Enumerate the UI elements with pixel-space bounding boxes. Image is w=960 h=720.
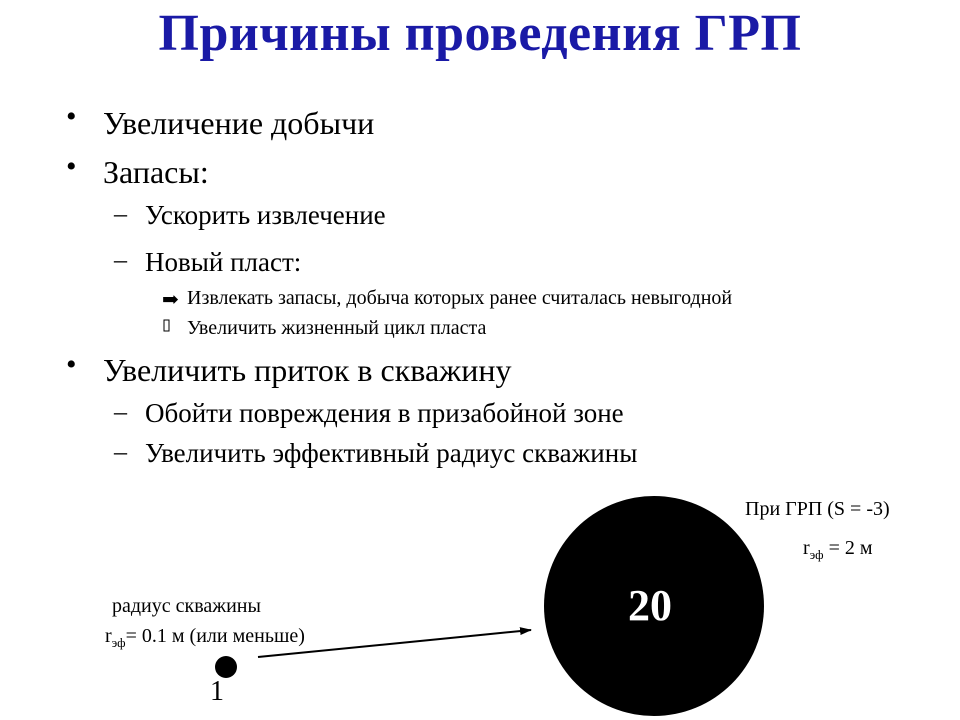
small-well-radius (105, 625, 305, 651)
small-well-caption: радиус скважины (112, 595, 261, 617)
radius-symbol: r (803, 537, 810, 559)
radius-symbol: r (105, 625, 112, 647)
dash-marker: – (114, 199, 127, 228)
large-well-number: 20 (628, 581, 672, 630)
small-well-number: 1 (210, 676, 224, 707)
radius-subscript: эф (809, 547, 824, 562)
radius-subscript: эф (111, 635, 126, 650)
outline-item: Увеличение добычи (103, 105, 375, 141)
page-title: Причины проведения ГРП (158, 5, 802, 62)
bullet-marker: • (66, 150, 77, 183)
small-well-circle (215, 656, 237, 678)
bullet-marker: • (66, 100, 77, 133)
large-well-radius (803, 537, 873, 563)
dash-marker: – (114, 245, 127, 274)
outline-item: Увеличить жизненный цикл пласта (187, 317, 487, 339)
outline-item: Запасы: (103, 154, 209, 190)
outline-item: Извлекать запасы, добыча которых ранее считалась невыгодной (187, 287, 733, 309)
outline-item: Новый пласт: (145, 247, 302, 277)
dash-marker: – (114, 437, 127, 466)
dash-marker: – (114, 397, 127, 426)
bullet-marker: • (66, 348, 77, 381)
outline-item: Увеличить приток в скважину (103, 352, 512, 388)
arrow-icon: ➡ (162, 289, 179, 311)
outline-item: Обойти повреждения в призабойной зоне (145, 398, 624, 428)
radius-value: = 0.1 м (или меньше) (125, 625, 305, 647)
large-well-caption: При ГРП (S = -3) (745, 498, 890, 520)
outline-item: Увеличить эффективный радиус скважины (145, 438, 638, 468)
outline-item: Ускорить извлечение (145, 200, 386, 230)
radius-value: = 2 м (823, 537, 873, 559)
